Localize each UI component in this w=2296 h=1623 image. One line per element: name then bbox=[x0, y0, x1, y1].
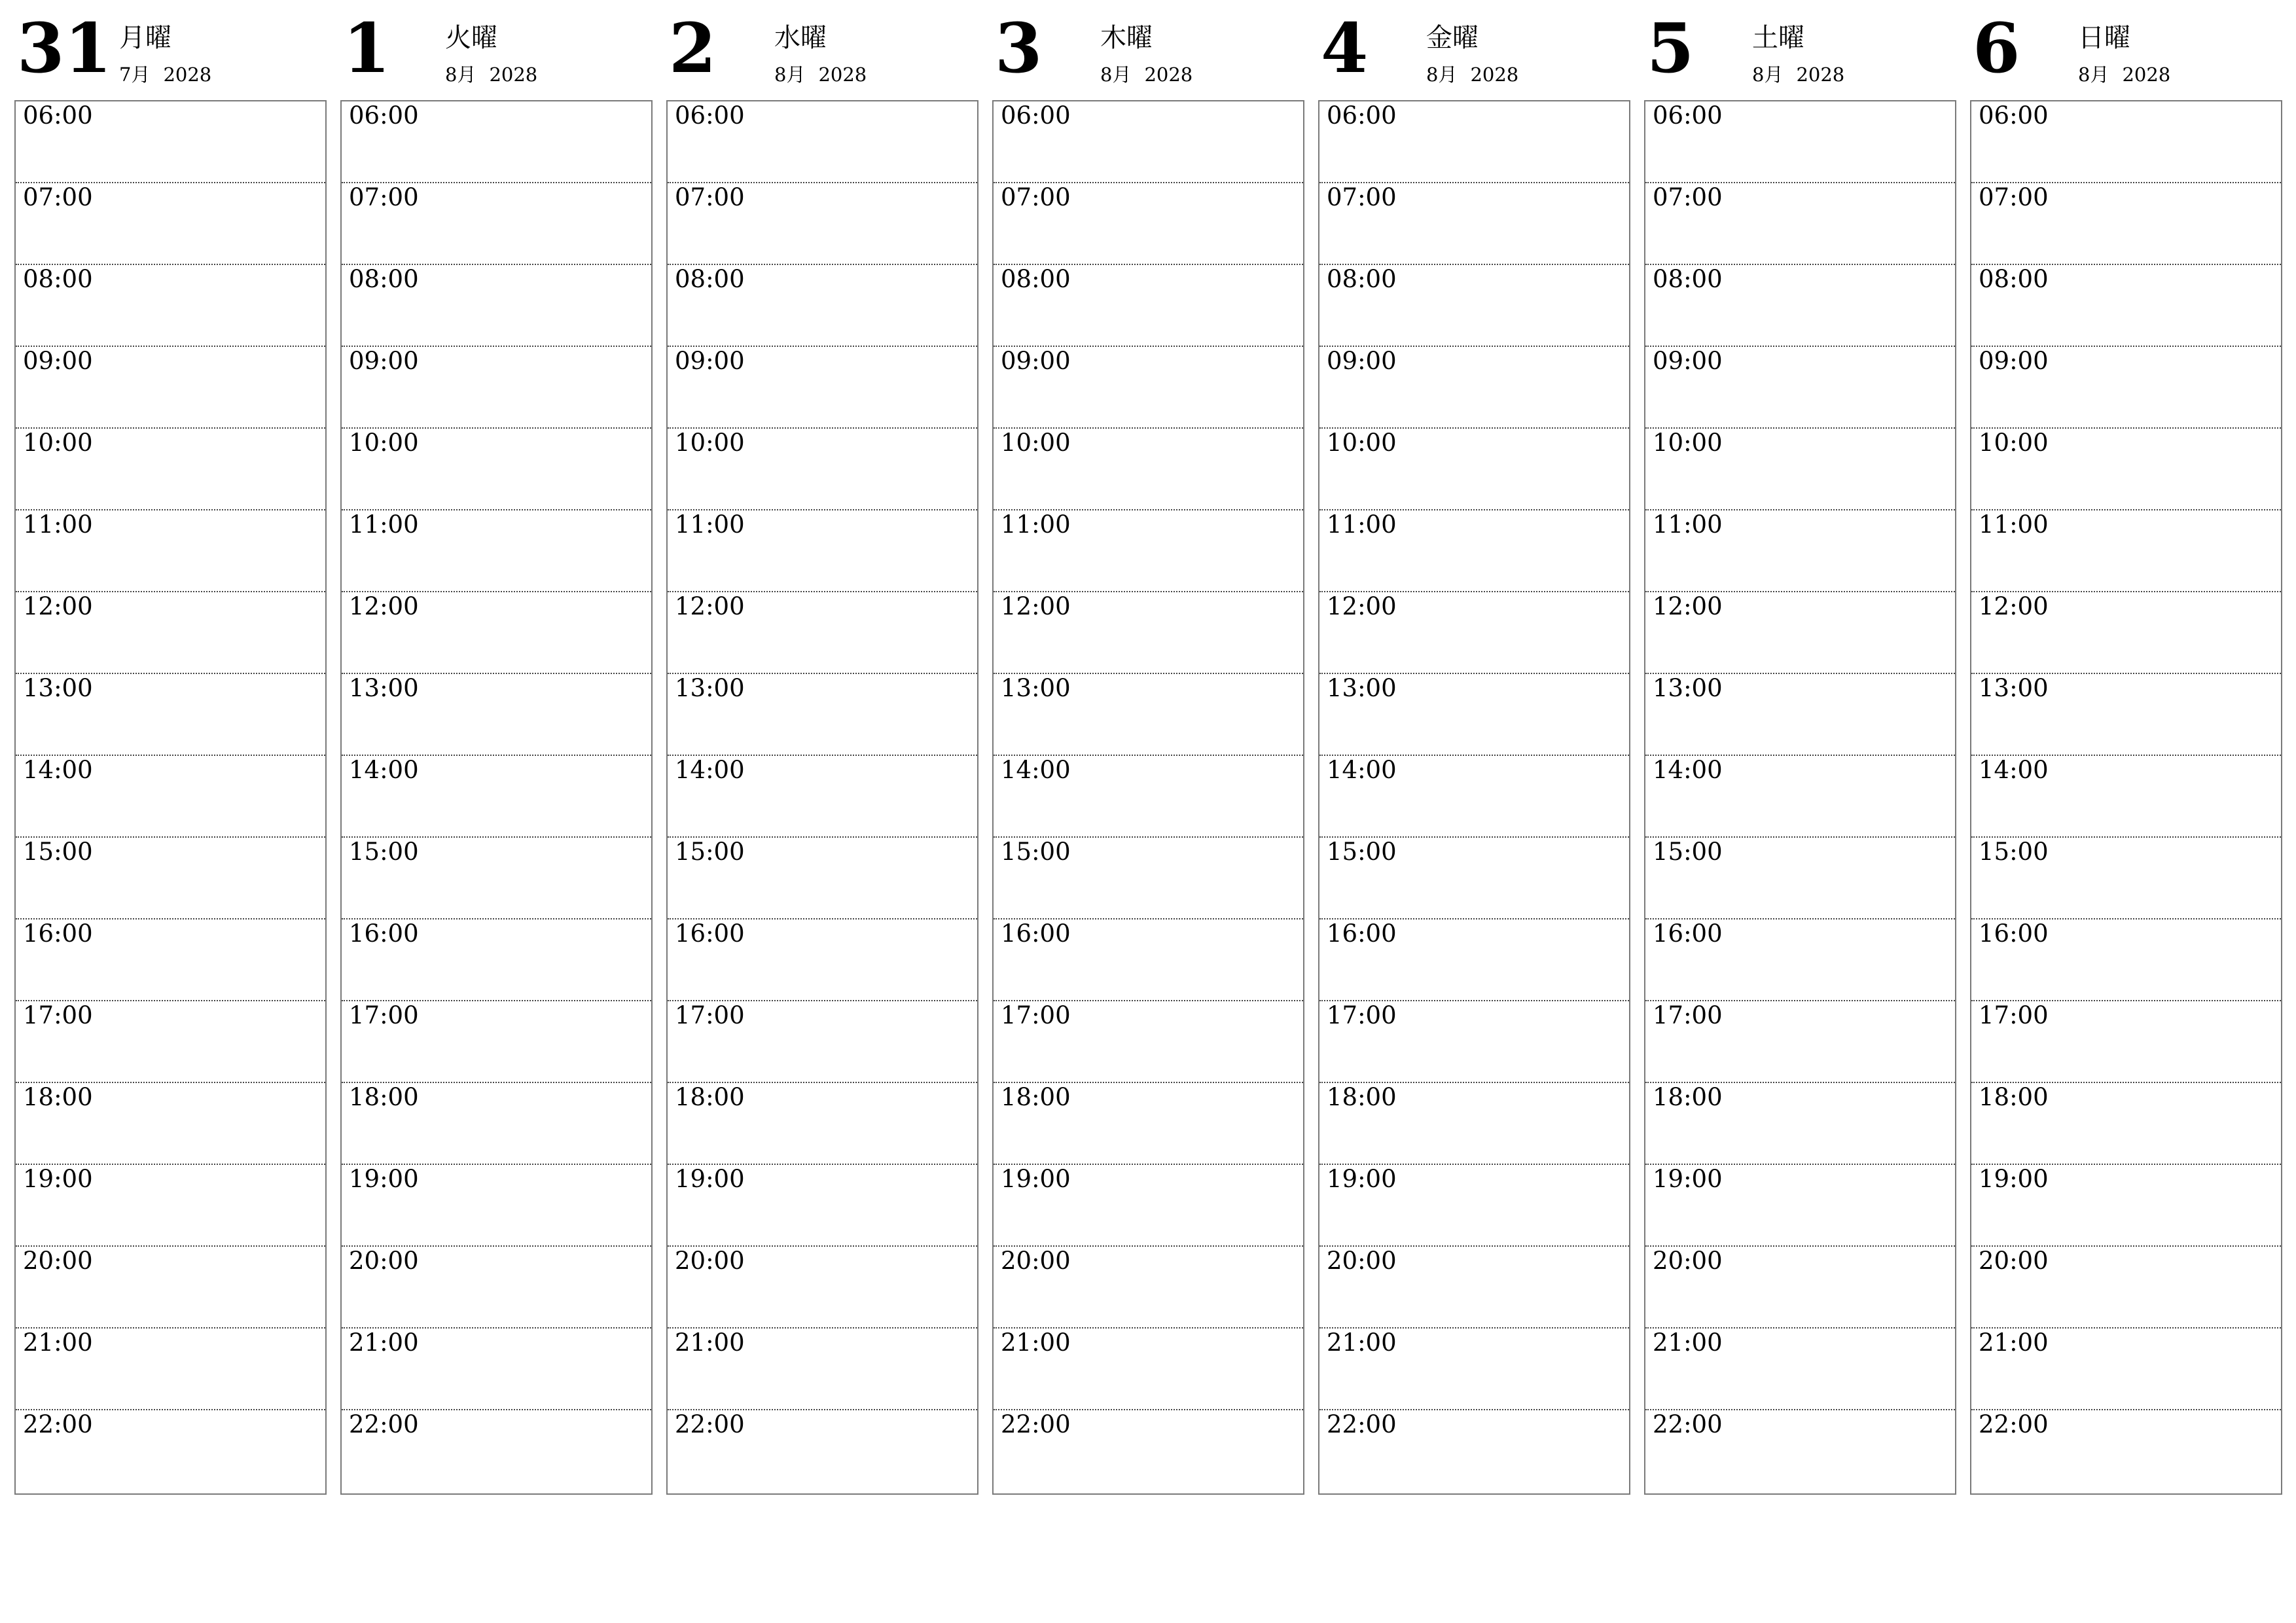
hour-label: 21:00 bbox=[675, 1329, 745, 1357]
hour-slot[interactable] bbox=[1971, 1247, 2281, 1329]
hour-slot[interactable] bbox=[994, 265, 1303, 347]
hour-label: 21:00 bbox=[1327, 1329, 1397, 1357]
hour-label: 14:00 bbox=[1979, 756, 2049, 784]
hour-slot[interactable] bbox=[1645, 429, 1955, 510]
hour-slot[interactable] bbox=[342, 101, 651, 183]
hour-label: 19:00 bbox=[1979, 1165, 2049, 1193]
month-year-label bbox=[445, 65, 537, 84]
hour-label: 16:00 bbox=[1327, 919, 1397, 948]
hour-label: 20:00 bbox=[1979, 1247, 2049, 1275]
day-header bbox=[992, 0, 1304, 98]
hour-label: 17:00 bbox=[1653, 1001, 1723, 1029]
hour-label: 07:00 bbox=[1979, 183, 2049, 211]
hour-label: 14:00 bbox=[1327, 756, 1397, 784]
month-label: 8月 bbox=[445, 63, 476, 86]
hour-label: 08:00 bbox=[1653, 265, 1723, 293]
hour-slot[interactable] bbox=[994, 1165, 1303, 1247]
hour-slot[interactable] bbox=[1645, 510, 1955, 592]
hour-label: 17:00 bbox=[1327, 1001, 1397, 1029]
hour-slot[interactable] bbox=[1645, 1247, 1955, 1329]
day-schedule-box bbox=[1318, 100, 1630, 1495]
hour-label: 08:00 bbox=[1979, 265, 2049, 293]
hour-slot[interactable] bbox=[16, 183, 325, 265]
day-column bbox=[14, 0, 327, 1499]
hour-label: 19:00 bbox=[1001, 1165, 1071, 1193]
hour-label: 13:00 bbox=[23, 674, 93, 702]
hour-label: 09:00 bbox=[1653, 347, 1723, 375]
hour-slot[interactable] bbox=[1645, 1410, 1955, 1492]
month-label: 7月 bbox=[119, 63, 151, 86]
hour-label: 07:00 bbox=[1001, 183, 1071, 211]
hour-label: 20:00 bbox=[1327, 1247, 1397, 1275]
hour-slot[interactable] bbox=[1971, 592, 2281, 674]
hour-label: 12:00 bbox=[23, 592, 93, 620]
hour-slot[interactable] bbox=[1971, 347, 2281, 429]
year-label: 2028 bbox=[1470, 63, 1519, 86]
month-label: 8月 bbox=[2078, 63, 2109, 86]
hour-label: 13:00 bbox=[349, 674, 419, 702]
hour-label: 13:00 bbox=[675, 674, 745, 702]
hour-label: 06:00 bbox=[23, 101, 93, 130]
hour-label: 14:00 bbox=[1653, 756, 1723, 784]
hour-slot[interactable] bbox=[1319, 838, 1629, 919]
hour-slot[interactable] bbox=[1645, 101, 1955, 183]
hour-slot[interactable] bbox=[994, 1001, 1303, 1083]
hour-label: 21:00 bbox=[1653, 1329, 1723, 1357]
hour-slot[interactable] bbox=[16, 674, 325, 756]
day-column bbox=[1644, 0, 1956, 1499]
hour-label: 22:00 bbox=[1979, 1410, 2049, 1438]
hour-label: 08:00 bbox=[675, 265, 745, 293]
year-label: 2028 bbox=[489, 63, 538, 86]
hour-slot[interactable] bbox=[1645, 347, 1955, 429]
hour-slot[interactable] bbox=[1645, 838, 1955, 919]
hour-label: 14:00 bbox=[23, 756, 93, 784]
hour-label: 19:00 bbox=[1653, 1165, 1723, 1193]
hour-slot[interactable] bbox=[668, 756, 977, 838]
hour-slot[interactable] bbox=[1319, 429, 1629, 510]
hour-slot[interactable] bbox=[1645, 1329, 1955, 1410]
hour-label: 21:00 bbox=[23, 1329, 93, 1357]
hour-label: 12:00 bbox=[675, 592, 745, 620]
hour-slot[interactable] bbox=[1319, 1247, 1629, 1329]
hour-label: 09:00 bbox=[23, 347, 93, 375]
weekday-label: 日曜 bbox=[2078, 23, 2130, 53]
hour-slot[interactable] bbox=[1319, 101, 1629, 183]
hour-slot[interactable] bbox=[342, 592, 651, 674]
hour-slot[interactable] bbox=[16, 1083, 325, 1165]
hour-slot[interactable] bbox=[1319, 1083, 1629, 1165]
hour-label: 13:00 bbox=[1653, 674, 1723, 702]
weekday-label: 木曜 bbox=[1100, 23, 1153, 53]
hour-slot[interactable] bbox=[342, 347, 651, 429]
hour-slot[interactable] bbox=[1645, 674, 1955, 756]
hour-label: 14:00 bbox=[675, 756, 745, 784]
hour-label: 18:00 bbox=[1327, 1083, 1397, 1111]
hour-label: 16:00 bbox=[1653, 919, 1723, 948]
day-number: 3 bbox=[995, 8, 1043, 88]
hour-slot[interactable] bbox=[668, 838, 977, 919]
hour-slot[interactable] bbox=[1971, 510, 2281, 592]
day-header bbox=[14, 0, 327, 98]
hour-label: 20:00 bbox=[23, 1247, 93, 1275]
hour-slot[interactable] bbox=[994, 756, 1303, 838]
hour-slot[interactable] bbox=[1971, 1165, 2281, 1247]
hour-slot[interactable] bbox=[994, 510, 1303, 592]
day-column bbox=[340, 0, 653, 1499]
hour-slot[interactable] bbox=[668, 183, 977, 265]
hour-slot[interactable] bbox=[1645, 592, 1955, 674]
hour-slot[interactable] bbox=[1971, 1083, 2281, 1165]
hour-slot[interactable] bbox=[1645, 1001, 1955, 1083]
hour-slot[interactable] bbox=[668, 429, 977, 510]
day-schedule-box bbox=[14, 100, 327, 1495]
hour-label: 19:00 bbox=[349, 1165, 419, 1193]
hour-slot[interactable] bbox=[16, 347, 325, 429]
hour-label: 17:00 bbox=[23, 1001, 93, 1029]
hour-slot[interactable] bbox=[1645, 919, 1955, 1001]
hour-label: 22:00 bbox=[675, 1410, 745, 1438]
hour-slot[interactable] bbox=[16, 265, 325, 347]
day-column bbox=[1970, 0, 2282, 1499]
hour-label: 15:00 bbox=[1979, 838, 2049, 866]
hour-label: 12:00 bbox=[1979, 592, 2049, 620]
hour-label: 18:00 bbox=[1979, 1083, 2049, 1111]
hour-label: 07:00 bbox=[349, 183, 419, 211]
hour-slot[interactable] bbox=[1319, 674, 1629, 756]
hour-slot[interactable] bbox=[342, 510, 651, 592]
hour-label: 06:00 bbox=[1979, 101, 2049, 130]
hour-slot[interactable] bbox=[1971, 265, 2281, 347]
day-schedule-box bbox=[340, 100, 653, 1495]
hour-label: 18:00 bbox=[23, 1083, 93, 1111]
hour-slot[interactable] bbox=[668, 1247, 977, 1329]
hour-slot[interactable] bbox=[1319, 592, 1629, 674]
hour-label: 11:00 bbox=[23, 510, 93, 539]
hour-label: 08:00 bbox=[1001, 265, 1071, 293]
hour-slot[interactable] bbox=[1319, 265, 1629, 347]
month-year-label bbox=[2078, 65, 2170, 84]
day-schedule-box bbox=[666, 100, 978, 1495]
hour-label: 18:00 bbox=[675, 1083, 745, 1111]
hour-slot[interactable] bbox=[994, 838, 1303, 919]
hour-label: 11:00 bbox=[1001, 510, 1071, 539]
hour-slot[interactable] bbox=[994, 347, 1303, 429]
hour-label: 12:00 bbox=[1653, 592, 1723, 620]
month-year-label bbox=[774, 65, 867, 84]
hour-label: 12:00 bbox=[349, 592, 419, 620]
hour-slot[interactable] bbox=[16, 1410, 325, 1492]
hour-label: 16:00 bbox=[349, 919, 419, 948]
hour-label: 06:00 bbox=[675, 101, 745, 130]
hour-slot[interactable] bbox=[16, 919, 325, 1001]
hour-label: 07:00 bbox=[1653, 183, 1723, 211]
hour-label: 15:00 bbox=[349, 838, 419, 866]
hour-label: 20:00 bbox=[1001, 1247, 1071, 1275]
hour-label: 16:00 bbox=[1001, 919, 1071, 948]
hour-label: 22:00 bbox=[1327, 1410, 1397, 1438]
hour-slot[interactable] bbox=[1319, 347, 1629, 429]
hour-slot[interactable] bbox=[1319, 1001, 1629, 1083]
hour-label: 19:00 bbox=[1327, 1165, 1397, 1193]
hour-label: 22:00 bbox=[349, 1410, 419, 1438]
day-number: 4 bbox=[1321, 8, 1369, 88]
month-label: 8月 bbox=[774, 63, 806, 86]
hour-label: 11:00 bbox=[1653, 510, 1723, 539]
hour-label: 20:00 bbox=[1653, 1247, 1723, 1275]
weekday-label: 水曜 bbox=[774, 23, 827, 53]
hour-slot[interactable] bbox=[668, 347, 977, 429]
hour-slot[interactable] bbox=[994, 101, 1303, 183]
hour-label: 09:00 bbox=[1327, 347, 1397, 375]
hour-slot[interactable] bbox=[1645, 1165, 1955, 1247]
hour-slot[interactable] bbox=[994, 592, 1303, 674]
hour-slot[interactable] bbox=[16, 592, 325, 674]
hour-slot[interactable] bbox=[994, 183, 1303, 265]
hour-slot[interactable] bbox=[1971, 674, 2281, 756]
hour-slot[interactable] bbox=[1971, 1410, 2281, 1492]
month-label: 8月 bbox=[1426, 63, 1458, 86]
hour-slot[interactable] bbox=[1319, 919, 1629, 1001]
hour-label: 08:00 bbox=[23, 265, 93, 293]
hour-label: 11:00 bbox=[1327, 510, 1397, 539]
hour-slot[interactable] bbox=[668, 1083, 977, 1165]
hour-label: 06:00 bbox=[1001, 101, 1071, 130]
day-header bbox=[1970, 0, 2282, 98]
month-label: 8月 bbox=[1752, 63, 1784, 86]
hour-label: 10:00 bbox=[675, 429, 745, 457]
hour-label: 11:00 bbox=[1979, 510, 2049, 539]
hour-slot[interactable] bbox=[342, 1083, 651, 1165]
hour-slot[interactable] bbox=[16, 1329, 325, 1410]
day-header bbox=[666, 0, 978, 98]
hour-label: 14:00 bbox=[1001, 756, 1071, 784]
hour-slot[interactable] bbox=[994, 429, 1303, 510]
hour-label: 09:00 bbox=[675, 347, 745, 375]
hour-label: 21:00 bbox=[349, 1329, 419, 1357]
hour-slot[interactable] bbox=[668, 592, 977, 674]
day-schedule-box bbox=[992, 100, 1304, 1495]
day-column bbox=[666, 0, 978, 1499]
hour-slot[interactable] bbox=[1971, 756, 2281, 838]
hour-slot[interactable] bbox=[1645, 265, 1955, 347]
hour-label: 15:00 bbox=[1653, 838, 1723, 866]
hour-slot[interactable] bbox=[16, 1001, 325, 1083]
hour-label: 16:00 bbox=[675, 919, 745, 948]
hour-label: 10:00 bbox=[1653, 429, 1723, 457]
hour-slot[interactable] bbox=[16, 429, 325, 510]
hour-label: 10:00 bbox=[1979, 429, 2049, 457]
hour-label: 17:00 bbox=[349, 1001, 419, 1029]
hour-label: 20:00 bbox=[675, 1247, 745, 1275]
month-year-label bbox=[1100, 65, 1193, 84]
hour-label: 15:00 bbox=[1327, 838, 1397, 866]
month-year-label bbox=[1752, 65, 1844, 84]
day-number: 31 bbox=[17, 8, 112, 88]
year-label: 2028 bbox=[818, 63, 867, 86]
hour-label: 10:00 bbox=[1327, 429, 1397, 457]
hour-label: 06:00 bbox=[349, 101, 419, 130]
hour-slot[interactable] bbox=[342, 1247, 651, 1329]
year-label: 2028 bbox=[1796, 63, 1845, 86]
hour-label: 21:00 bbox=[1979, 1329, 2049, 1357]
hour-label: 21:00 bbox=[1001, 1329, 1071, 1357]
hour-slot[interactable] bbox=[1319, 756, 1629, 838]
month-label: 8月 bbox=[1100, 63, 1132, 86]
hour-slot[interactable] bbox=[342, 674, 651, 756]
weekday-label: 火曜 bbox=[445, 23, 497, 53]
hour-label: 17:00 bbox=[1001, 1001, 1071, 1029]
hour-slot[interactable] bbox=[1971, 1329, 2281, 1410]
hour-slot[interactable] bbox=[16, 1247, 325, 1329]
hour-label: 07:00 bbox=[675, 183, 745, 211]
hour-slot[interactable] bbox=[994, 919, 1303, 1001]
hour-slot[interactable] bbox=[668, 265, 977, 347]
hour-slot[interactable] bbox=[994, 1410, 1303, 1492]
hour-label: 12:00 bbox=[1327, 592, 1397, 620]
hour-slot[interactable] bbox=[1319, 1329, 1629, 1410]
hour-slot[interactable] bbox=[668, 1410, 977, 1492]
hour-label: 08:00 bbox=[1327, 265, 1397, 293]
weekday-label: 土曜 bbox=[1752, 23, 1804, 53]
hour-slot[interactable] bbox=[342, 1410, 651, 1492]
hour-label: 07:00 bbox=[1327, 183, 1397, 211]
hour-slot[interactable] bbox=[994, 1329, 1303, 1410]
hour-slot[interactable] bbox=[1319, 1410, 1629, 1492]
day-number: 1 bbox=[343, 8, 391, 88]
hour-label: 07:00 bbox=[23, 183, 93, 211]
hour-slot[interactable] bbox=[1645, 183, 1955, 265]
hour-label: 17:00 bbox=[675, 1001, 745, 1029]
day-header bbox=[1644, 0, 1956, 98]
hour-label: 15:00 bbox=[675, 838, 745, 866]
hour-slot[interactable] bbox=[1319, 510, 1629, 592]
hour-slot[interactable] bbox=[668, 674, 977, 756]
hour-label: 12:00 bbox=[1001, 592, 1071, 620]
hour-label: 13:00 bbox=[1327, 674, 1397, 702]
day-schedule-box bbox=[1970, 100, 2282, 1495]
day-number: 2 bbox=[669, 8, 717, 88]
hour-label: 20:00 bbox=[349, 1247, 419, 1275]
hour-label: 17:00 bbox=[1979, 1001, 2049, 1029]
hour-slot[interactable] bbox=[16, 1165, 325, 1247]
hour-label: 16:00 bbox=[23, 919, 93, 948]
hour-slot[interactable] bbox=[1645, 756, 1955, 838]
hour-label: 22:00 bbox=[1001, 1410, 1071, 1438]
hour-label: 18:00 bbox=[1001, 1083, 1071, 1111]
hour-label: 06:00 bbox=[1653, 101, 1723, 130]
hour-label: 06:00 bbox=[1327, 101, 1397, 130]
hour-label: 11:00 bbox=[349, 510, 419, 539]
hour-slot[interactable] bbox=[668, 1165, 977, 1247]
year-label: 2028 bbox=[2122, 63, 2171, 86]
hour-slot[interactable] bbox=[994, 674, 1303, 756]
day-column bbox=[992, 0, 1304, 1499]
hour-label: 14:00 bbox=[349, 756, 419, 784]
hour-slot[interactable] bbox=[342, 756, 651, 838]
hour-label: 09:00 bbox=[1979, 347, 2049, 375]
hour-slot[interactable] bbox=[342, 265, 651, 347]
hour-label: 15:00 bbox=[23, 838, 93, 866]
hour-slot[interactable] bbox=[1971, 429, 2281, 510]
hour-slot[interactable] bbox=[342, 1001, 651, 1083]
hour-label: 15:00 bbox=[1001, 838, 1071, 866]
hour-label: 18:00 bbox=[1653, 1083, 1723, 1111]
day-number: 5 bbox=[1647, 8, 1695, 88]
hour-label: 16:00 bbox=[1979, 919, 2049, 948]
hour-label: 10:00 bbox=[1001, 429, 1071, 457]
hour-label: 10:00 bbox=[349, 429, 419, 457]
hour-slot[interactable] bbox=[342, 1165, 651, 1247]
hour-label: 11:00 bbox=[675, 510, 745, 539]
hour-label: 22:00 bbox=[23, 1410, 93, 1438]
hour-label: 10:00 bbox=[23, 429, 93, 457]
hour-slot[interactable] bbox=[1971, 101, 2281, 183]
hour-slot[interactable] bbox=[668, 101, 977, 183]
hour-slot[interactable] bbox=[342, 919, 651, 1001]
hour-slot[interactable] bbox=[1645, 1083, 1955, 1165]
year-label: 2028 bbox=[163, 63, 212, 86]
hour-slot[interactable] bbox=[16, 510, 325, 592]
hour-slot[interactable] bbox=[342, 183, 651, 265]
hour-label: 13:00 bbox=[1979, 674, 2049, 702]
weekday-label: 月曜 bbox=[119, 23, 171, 53]
day-schedule-box bbox=[1644, 100, 1956, 1495]
hour-slot[interactable] bbox=[668, 1001, 977, 1083]
weekday-label: 金曜 bbox=[1426, 23, 1479, 53]
hour-slot[interactable] bbox=[16, 838, 325, 919]
hour-slot[interactable] bbox=[994, 1083, 1303, 1165]
hour-slot[interactable] bbox=[1319, 1165, 1629, 1247]
month-year-label bbox=[1426, 65, 1518, 84]
hour-slot[interactable] bbox=[342, 429, 651, 510]
hour-slot[interactable] bbox=[1971, 838, 2281, 919]
hour-slot[interactable] bbox=[668, 1329, 977, 1410]
hour-slot[interactable] bbox=[1971, 919, 2281, 1001]
hour-label: 08:00 bbox=[349, 265, 419, 293]
hour-slot[interactable] bbox=[16, 101, 325, 183]
hour-slot[interactable] bbox=[994, 1247, 1303, 1329]
year-label: 2028 bbox=[1144, 63, 1193, 86]
hour-slot[interactable] bbox=[1971, 1001, 2281, 1083]
day-header bbox=[1318, 0, 1630, 98]
hour-slot[interactable] bbox=[342, 1329, 651, 1410]
hour-label: 18:00 bbox=[349, 1083, 419, 1111]
hour-label: 19:00 bbox=[23, 1165, 93, 1193]
hour-label: 19:00 bbox=[675, 1165, 745, 1193]
day-number: 6 bbox=[1973, 8, 2020, 88]
hour-slot[interactable] bbox=[1319, 183, 1629, 265]
hour-label: 09:00 bbox=[349, 347, 419, 375]
hour-slot[interactable] bbox=[1971, 183, 2281, 265]
hour-slot[interactable] bbox=[16, 756, 325, 838]
day-column bbox=[1318, 0, 1630, 1499]
hour-label: 09:00 bbox=[1001, 347, 1071, 375]
hour-slot[interactable] bbox=[668, 510, 977, 592]
month-year-label bbox=[119, 65, 211, 84]
hour-slot[interactable] bbox=[668, 919, 977, 1001]
hour-label: 13:00 bbox=[1001, 674, 1071, 702]
hour-label: 22:00 bbox=[1653, 1410, 1723, 1438]
day-header bbox=[340, 0, 653, 98]
hour-slot[interactable] bbox=[342, 838, 651, 919]
